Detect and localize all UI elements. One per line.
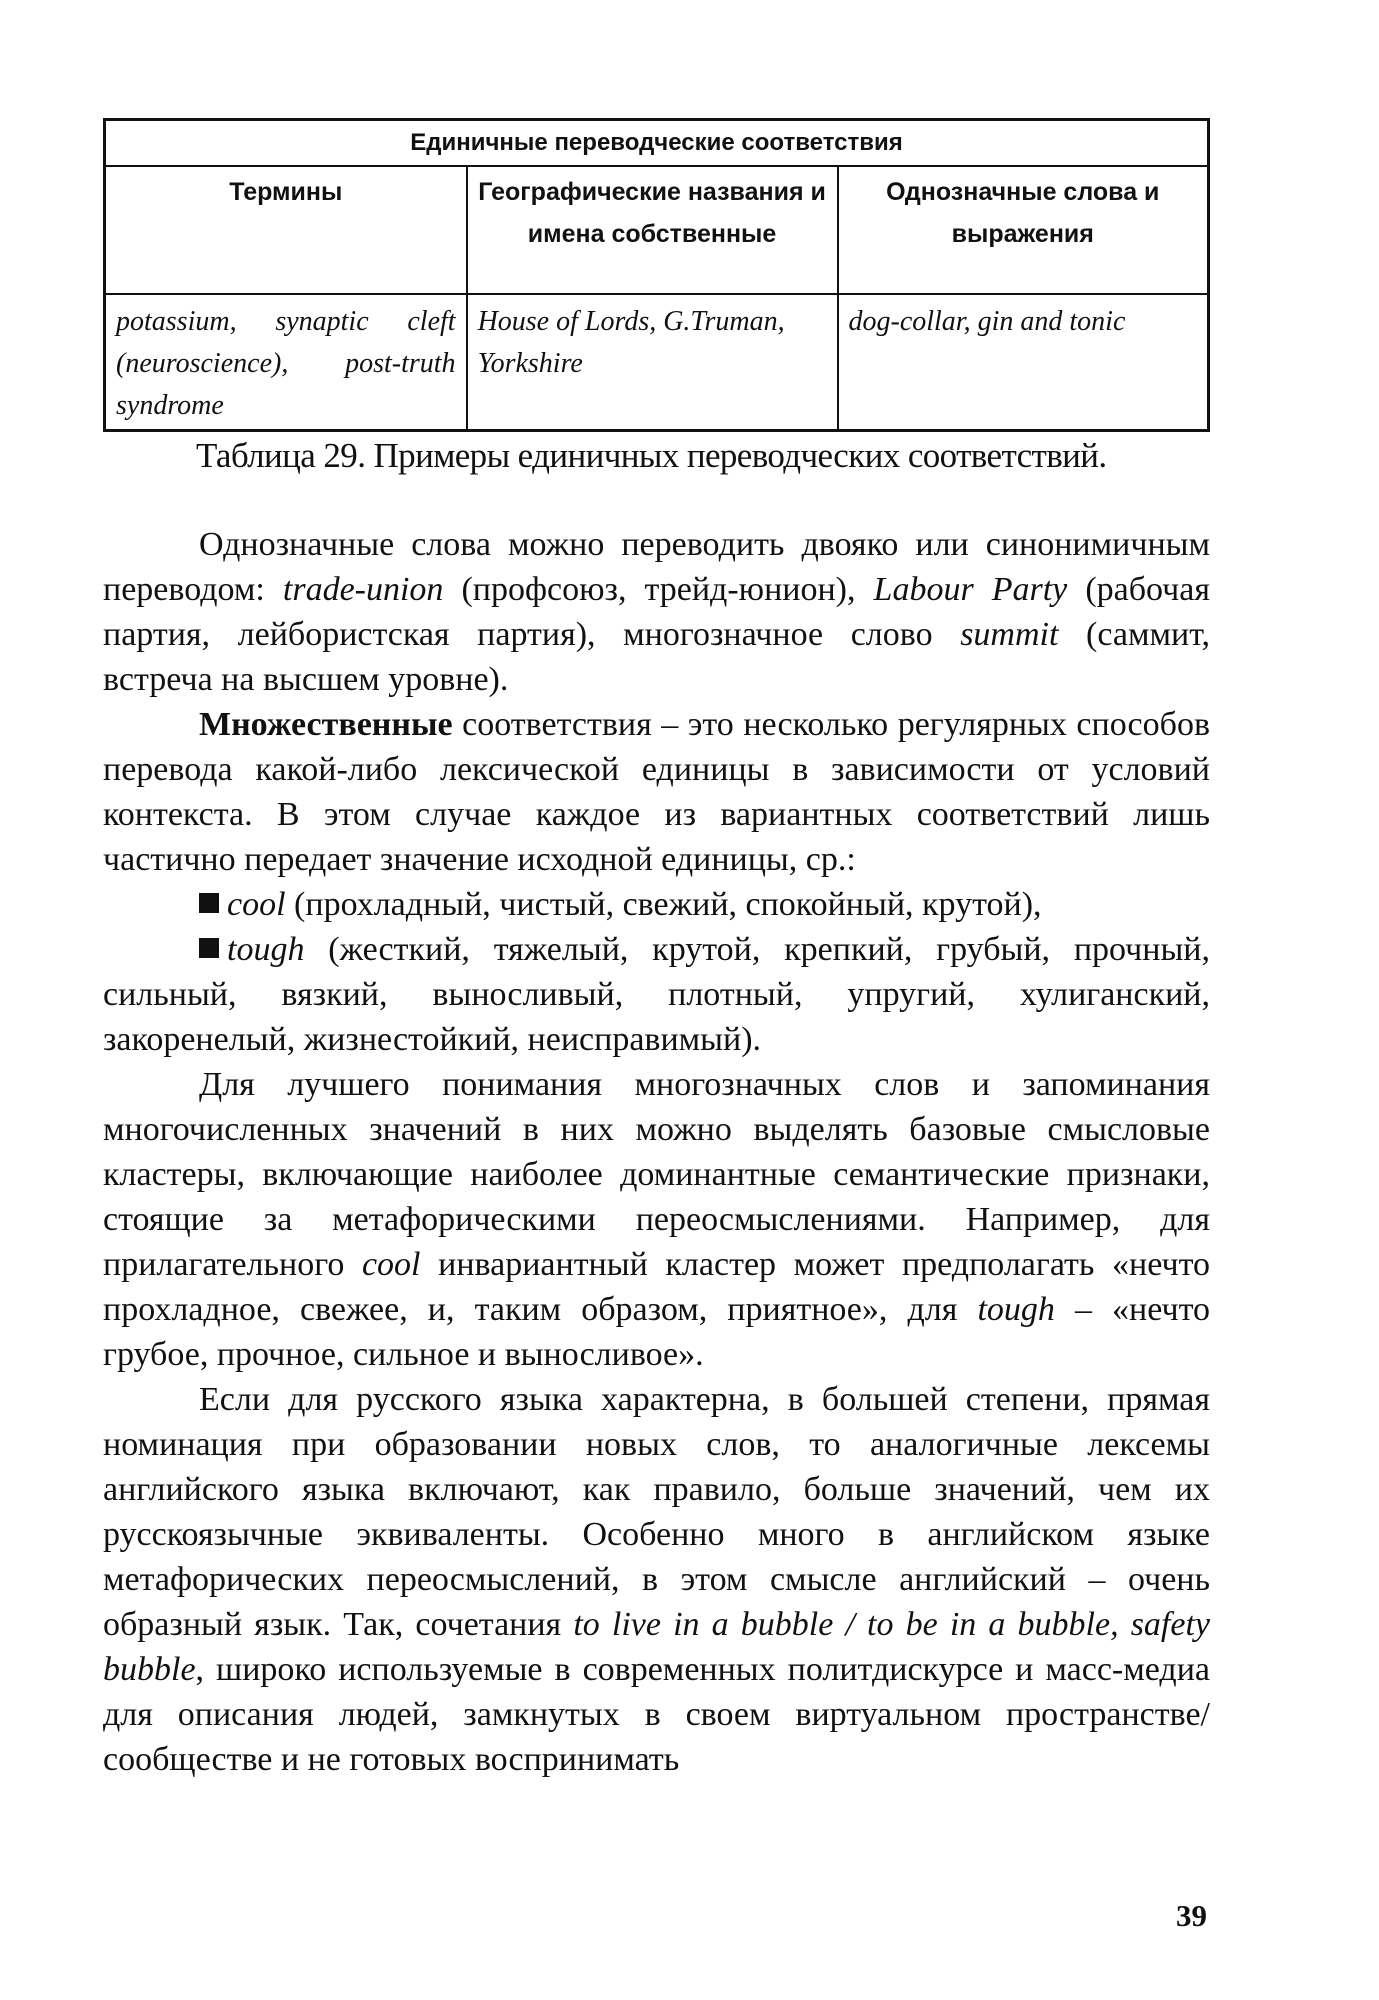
paragraph: Для лучшего понимания многозначных слов и запоминания многочисленных значений в них можно выделять базовые смысловые кластеры, включающие наиболее доминантные семантические признаки, стоящие за метафорическими переосмыслениями. Например, для прилагательного cool инвариантный кластер может предполагать «нечто прохладное, свежее, и, таким образом, приятное», для tough – «нечто грубое, прочное, сильное и выносливое».: [103, 1066, 1210, 1373]
list-item: cool (прохладный, чистый, свежий, спокойный, крутой),: [103, 882, 1210, 927]
table-title: Единичные переводческие соответствия: [105, 120, 1209, 167]
table-cell: potassium, synaptic cleft (neuroscience), post-truth syndrome: [105, 294, 467, 431]
list-item: tough (жесткий, тяжелый, крутой, крепкий, грубый, прочный, сильный, вязкий, выносливый, плотный, упругий, хулиганский, закоренелый, жизнестойкий, неисправимый).: [103, 931, 1210, 1058]
column-header-terms: Термины: [105, 166, 467, 294]
paragraph: Множественные соответствия – это несколько регулярных способов перевода какой-либо лексической единицы в зависимости от условий контекста. В этом случае каждое из вариантных соответствий лишь частично передает значение исходной единицы, ср.:: [103, 706, 1210, 878]
square-bullet-icon: [199, 893, 219, 913]
square-bullet-icon: [199, 938, 219, 958]
paragraph: Если для русского языка характерна, в большей степени, прямая номинация при образовании новых слов, то аналогичные лексемы английского языка включают, как правило, больше значений, чем их русскоязычные эквиваленты. Особенно много в английском языке метафорических переосмыслений, в этом смысле английский – очень образный язык. Так, сочетания to live in a bubble / to be in a bubble, safety bubble, широко используемые в современных политдискурсе и масс-медиа для описания людей, замкнутых в своем виртуальном пространстве/сообществе и не готовых воспринимать: [103, 1381, 1211, 1778]
column-header-geographic-names: Географические названия и имена собственные: [467, 166, 838, 294]
table-cell: dog-collar, gin and tonic: [838, 294, 1209, 431]
table-cell: House of Lords, G.Truman, Yorkshire: [467, 294, 838, 431]
paragraph: Однозначные слова можно переводить двояко или синонимичным переводом: trade-union (профсоюз, трейд-юнион), Labour Party (рабочая партия, лейбористская партия), многозначное слово summit (саммит, встреча на высшем уровне).: [103, 526, 1210, 698]
table-row: [105, 294, 1209, 431]
column-header-single-meaning-words: Однозначные слова и выражения: [838, 166, 1209, 294]
table-caption: Таблица 29. Примеры единичных переводческих соответствий.: [196, 436, 1107, 475]
correspondence-table: [103, 118, 1210, 432]
page-number: 39: [1176, 1898, 1207, 1933]
body-text: [103, 522, 1210, 1782]
